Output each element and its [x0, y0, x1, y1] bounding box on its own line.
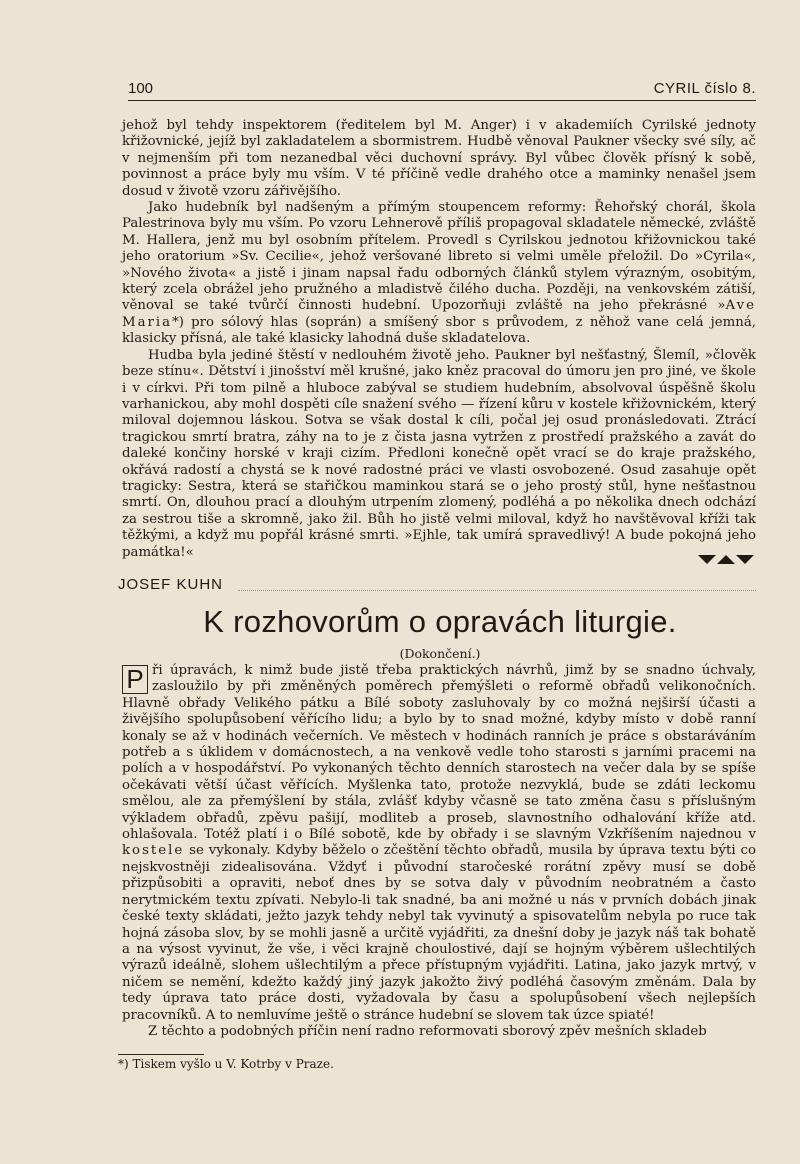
page-number: 100	[128, 80, 154, 97]
ave-maria-title: Ave Maria	[122, 298, 756, 330]
article-subtitle: (Dokončení.)	[399, 646, 481, 661]
paragraph: jehož byl tehdy inspektorem (ředitelem byl M. Anger) i v akademiích Cyrilské jednoty křižovnické, jejíž byl zakladatelem a sbormistrem. Hudbě věnoval Paukner všecky své síly, ač v nejmenším při tom nezanedbal věci duchovní správy. Byl vůbec člověk přísný k sobě, povinnost a práce byly mu vším. V té příčině vedle drahého otce a maminky nenašel jsem dosud v životě vzoru zářivějšího.	[122, 118, 756, 199]
paragraph	[122, 200, 756, 348]
paragraph-text: ři úpravách, k nimž bude jistě třeba praktických návrhů, jimž by se snadno úchvaly, zasloužilo by při změněných poměrech přemýšleti o reformě obřadů velikonočních. Hlavně obřady Velikého pátku a Bílé soboty zasluhovaly by co možná nejširší účasti a živějšího spolupůsobení věřícího lidu; a bylo by to snad možné, kdyby místo v době ranní konaly se až v hodinách večerních. Ve městech v hodinách ranních je práce s obstaráváním potřeb a s úklidem v domácnostech, a na venkově vedle toho starosti s jarními pracemi na polích a v hospodářství. Po vykonaných těchto denních starostech na večer dala by se spíše očekávati větší účast věřících. Myšlenka tato, protože nezvyklá, bude se zdáti leckomu smělou, ale za přemýšlení by stála, zvlášť kdyby včasně se tato změna času s příslušným výkladem obřadů, zpěvu pašijí, modliteb a proseb, slavnostního odhalování kříže atd. ohlašovala. Totéž platí i o Bílé sobotě, kde by obřady i se slavným Vzkříšením najednou v	[122, 663, 756, 843]
spaced-word: kostele	[122, 843, 185, 859]
header-rule	[128, 100, 756, 101]
article-author: JOSEF KUHN	[118, 576, 224, 593]
article-text	[122, 663, 756, 1040]
triangle-ornament-icon	[696, 552, 756, 566]
running-title: CYRIL číslo 8.	[653, 80, 756, 97]
drop-cap: P	[122, 665, 148, 694]
previous-article-text	[122, 118, 756, 561]
article-title: K rozhovorům o opravách liturgie.	[203, 604, 677, 639]
footnote-rule	[118, 1054, 204, 1055]
page-header	[128, 80, 756, 100]
paragraph: Z těchto a podobných příčin není radno reformovati sborový zpěv mešních skladeb	[148, 1023, 707, 1039]
paragraph-text: *) pro sólový hlas (soprán) a smíšený sbor s průvodem, z něhož vane celá jemná, klasicky přísná, ale také klasicky lahodná duše skladatelova.	[122, 314, 756, 347]
footnote: *) Tiskem vyšlo u V. Kotrby v Praze.	[118, 1057, 334, 1071]
paragraph-text: se vykonaly. Kdyby běželo o zčeštění těchto obřadů, musila by úprava textu býti co nejskvostněji zidealisována. Vždyť i původní staročeské rorátní zpěvy musí se době přizpůsobiti a opraviti, neboť dnes by se sotva daly v původním neobratném a často nerytmickém textu zpívati. Nebylo-li tak snadné, ba ani možné u nás v prvních dobách jinak české texty skládati, ježto jazyk tehdy nebyl tak vyvinutý a spisovatelům nebyla po ruce tak hojná zásoba slov, by se mohli jasně a určitě vyjádřiti, za dnešní doby je jazyk náš tak bohatě a na výsost vyvinut, že vše, i věci krajně choulostivé, dají se hojným výběrem ušlechtilých výrazů ideálně, slohem ušlechtilým a přece přístupným vyjádřiti. Latina, jako jazyk mrtvý, v ničem se nemění, kdežto každý jiný jazyk jakožto živý podléhá časovým změnám. Dala by tedy úprava tato práce dosti, vyžadovala by času a spolupůsobení všech nejlepších pracovníků. A to nemluvíme ještě o stránce hudební se slovem tak úzce spiaté!	[122, 843, 756, 1023]
paragraph-text: Jako hudebník byl nadšeným a přímým stoupencem reformy: Řehořský chorál, škola Palestrinova byly mu vším. Po vzoru Lehnerově příliš propagoval skladatele německé, zvláště M. Hallera, jenž mu byl osobním přítelem. Provedl s Cyrilskou jednotou křižovnickou také jeho oratorium »Sv. Cecilie«, jehož veršované libreto si velmi uměle přeložil. Do »Cyrila«, »Nového života« a jistě i jinam napsal řadu odborných článků stylem výrazným, osobitým, který zcela obrážel jeho pružného a mladistvě čilého ducha. Později, na venkovském zátiší, věnoval se také tvůrčí činnosti hudební. Upozorňuji zvláště na jeho překrásné »	[122, 200, 756, 314]
paragraph	[122, 663, 756, 1024]
author-rule	[238, 590, 756, 591]
paragraph: Hudba byla jediné štěstí v nedlouhém životě jeho. Paukner byl nešťastný, Šlemíl, »člověk beze stínu«. Dětství i jinošství měl krušné, jako kněz pracoval do úmoru jen pro jiné, ve škole i v církvi. Při tom pilně a hluboce zabýval se studiem hudebním, absolvoval úspěšně školu varhanickou, aby mohl dospěti cíle snažení svého — řízení kůru v kostele křižovnickém, který miloval dojemnou láskou. Sotva se však dostal k cíli, počal jej osud pronásledovati. Ztrácí tragickou smrtí bratra, záhy na to je z čista jasna vytržen z prostředí pražského a zavát do daleké končiny horské v kraji cizím. Předloni konečně opět vrací se do kraje pražského, okřává radostí a chystá se k nové radostné práci ve vlasti osvobozené. Osud zasahuje opět tragicky: Sestra, která se stařičkou maminkou stará se o jeho prostý stůl, hyne nešťastnou smrtí. On, dlouhou prací a dlouhým utrpením zlomený, podléhá a po několika dnech odchází za sestrou tiše a skromně, jako žil. Bůh ho jistě velmi miloval, když ho navštěvoval kříži tak těžkými, a když mu popřál krásné smrti. »Ejhle, tak umírá spravedlivý! A bude pokojná jeho památka!«	[122, 347, 756, 560]
